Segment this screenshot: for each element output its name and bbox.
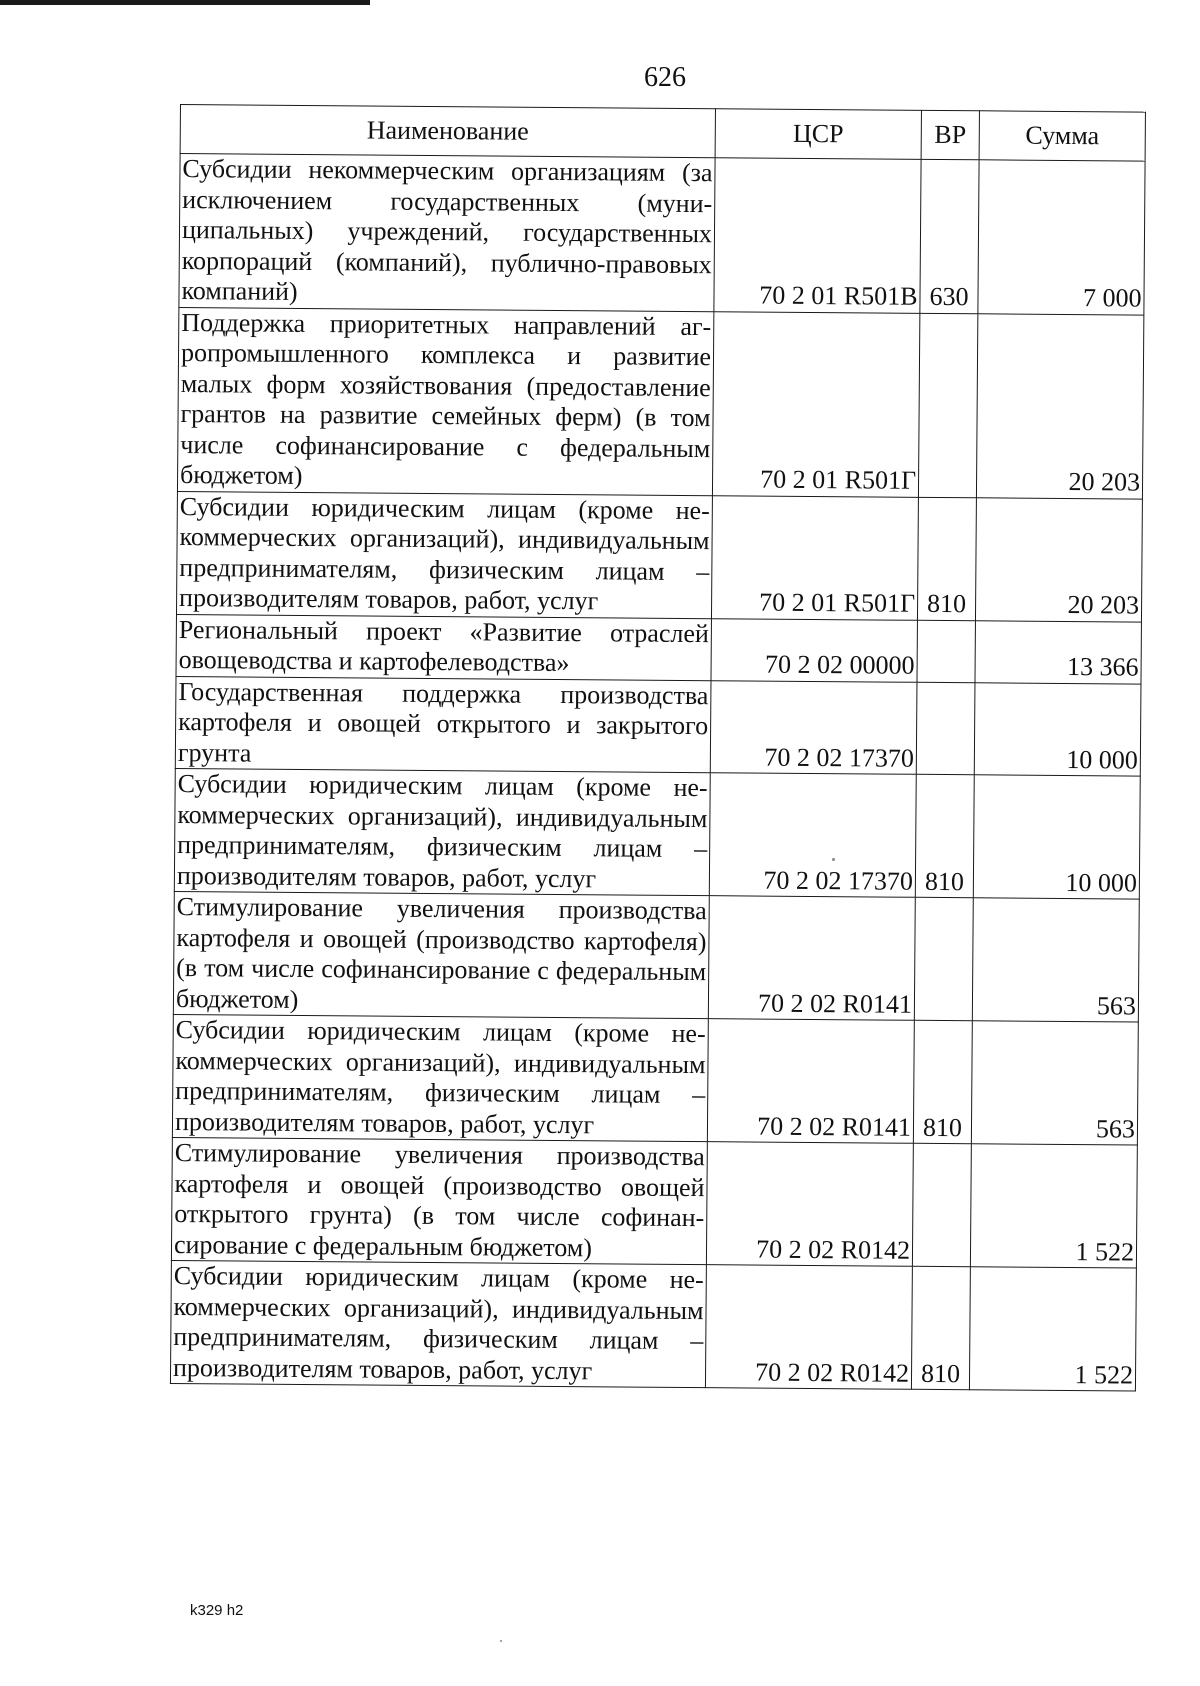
cell-sum: 10 000 (974, 682, 1141, 776)
table-row (170, 1260, 1136, 1391)
budget-table (170, 104, 1146, 1392)
cell-vr: 810 (913, 1020, 972, 1143)
cell-csr: 70 2 02 R0142 (705, 1265, 912, 1390)
scan-edge-mark (0, 0, 370, 5)
table-row (171, 1137, 1137, 1268)
table-row (174, 768, 1140, 899)
table-row (179, 154, 1145, 315)
cell-csr: 70 2 02 17370 (709, 773, 916, 898)
header-name: Наименование (180, 105, 715, 158)
cell-csr: 70 2 02 17370 (710, 680, 917, 774)
cell-sum: 1 522 (970, 1144, 1137, 1268)
cell-csr: 70 2 02 R0141 (707, 1019, 914, 1144)
scan-speck (500, 1640, 502, 1642)
cell-name: Региональный проект «Развитие отраслей овощеводства и картофелеводства» (176, 614, 711, 680)
cell-vr: 810 (915, 774, 974, 897)
cell-vr (914, 897, 973, 1020)
cell-sum: 10 000 (973, 775, 1140, 899)
cell-csr: 70 2 02 R0142 (706, 1142, 913, 1267)
cell-name: Субсидии юридическим лицам (кроме некоммерческих организаций), индивидуальным предпринимателям, физическим лицам – производителям товаров, работ, услуг (172, 1014, 708, 1141)
cell-name: Государственная поддержка производства картофеля и овощей открытого и закрытого грунта (175, 676, 711, 773)
table-header (180, 105, 1145, 162)
cell-sum: 1 522 (969, 1267, 1136, 1391)
cell-sum: 20 203 (976, 313, 1143, 498)
table-row (172, 1014, 1138, 1145)
table-row (176, 614, 1141, 684)
footer-code: k329 h2 (190, 1602, 244, 1619)
scan-speck (832, 858, 835, 861)
cell-name: Стимулирование увеличения производства картофеля и овощей (производство картофеля) (в том числе софинансирование с федеральным бюджетом) (173, 891, 709, 1018)
cell-vr: 810 (911, 1266, 970, 1389)
header-row (180, 105, 1145, 162)
cell-name: Поддержка приоритетных направлений агропромышленного комплекса и развитие малых форм хозяйствования (предоставление грантов на развитие семейных ферм) (в том числе софинансирование с федеральным бюджетом) (177, 307, 713, 495)
cell-csr: 70 2 01 R501Г (712, 311, 919, 497)
cell-name: Субсидии юридическим лицам (кроме некоммерческих организаций), индивидуальным предпринимателям, физическим лицам – производителям товаров, работ, услуг (174, 768, 710, 895)
cell-sum: 13 366 (975, 620, 1141, 683)
table-row (173, 891, 1139, 1022)
table-body (170, 154, 1145, 1392)
cell-vr (912, 1143, 971, 1266)
cell-csr: 70 2 02 00000 (711, 618, 917, 682)
cell-name: Стимулирование увеличения производства картофеля и овощей (производство овощей открытого грунта) (в том числе софинансирование с федеральным бюджетом) (171, 1137, 707, 1264)
cell-vr: 630 (920, 159, 979, 313)
cell-vr (918, 313, 977, 497)
cell-sum: 7 000 (978, 160, 1145, 315)
header-csr: ЦСР (715, 109, 921, 160)
cell-vr (916, 682, 975, 775)
table-row (175, 676, 1141, 776)
cell-name: Субсидии некоммерческим организациям (за исключением государственных (муниципальных) учреждений, государственных корпораций (компаний), публично-правовых компаний) (179, 154, 715, 312)
table-row (177, 307, 1143, 499)
header-sum: Сумма (979, 111, 1145, 161)
cell-sum: 20 203 (975, 497, 1142, 621)
cell-name: Субсидии юридическим лицам (кроме некоммерческих организаций), индивидуальным предпринимателям, физическим лицам – производителям товаров, работ, услуг (176, 491, 712, 618)
page-number: 626 (644, 62, 686, 93)
cell-vr (917, 620, 975, 682)
cell-csr: 70 2 02 R0141 (708, 896, 915, 1021)
cell-name: Субсидии юридическим лицам (кроме некоммерческих организаций), индивидуальным предпринимателям, физическим лицам – производителям товаров, работ, услуг (170, 1260, 706, 1387)
table-row (176, 491, 1142, 622)
cell-vr: 810 (917, 497, 976, 620)
cell-sum: 563 (972, 898, 1139, 1022)
cell-csr: 70 2 01 R501Г (711, 495, 918, 620)
cell-csr: 70 2 01 R501В (714, 158, 921, 313)
cell-sum: 563 (971, 1021, 1138, 1145)
header-vr: ВР (921, 110, 979, 159)
